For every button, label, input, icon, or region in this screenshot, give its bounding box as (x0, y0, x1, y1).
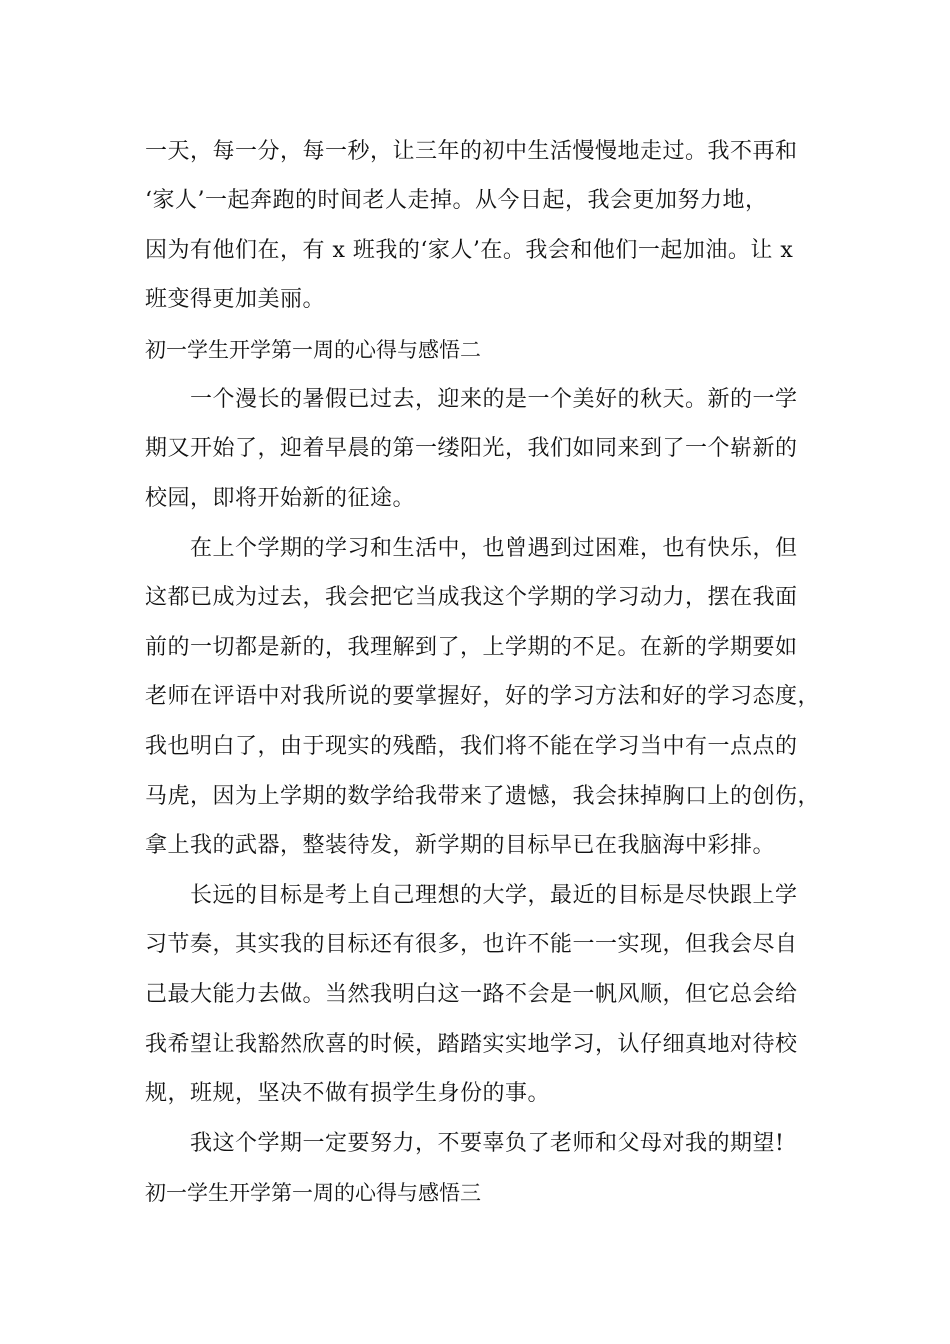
body-text-line: ‘家人’一起奔跑的时间老人走掉。从今日起，我会更加努力地， (145, 188, 768, 213)
body-text-line: 前的一切都是新的，我理解到了，上学期的不足。在新的学期要如 (145, 635, 798, 660)
body-text-line: 一天，每一分，每一秒，让三年的初中生活慢慢地走过。我不再和 (145, 139, 798, 164)
body-text-line: 期又开始了，迎着早晨的第一缕阳光，我们如同来到了一个崭新的 (145, 436, 798, 461)
body-text-line: 习节奏，其实我的目标还有很多，也许不能一一实现，但我会尽自 (145, 932, 798, 957)
body-text-line: 这都已成为过去，我会把它当成我这个学期的学习动力，摆在我面 (145, 585, 798, 610)
section-heading: 初一学生开学第一周的心得与感悟三 (145, 1181, 481, 1205)
body-text-line: 因为有他们在，有 x 班我的‘家人’在。我会和他们一起加油。让 x (145, 238, 794, 263)
body-text-line: 拿上我的武器，整装待发，新学期的目标早已在我脑海中彩排。 (145, 833, 776, 858)
section-heading: 初一学生开学第一周的心得与感悟二 (145, 338, 481, 362)
body-text-line: 我希望让我豁然欣喜的时候，踏踏实实地学习，认仔细真地对待校 (145, 1032, 798, 1057)
body-text-line: 班变得更加美丽。 (145, 287, 326, 312)
body-text-line: 马虎，因为上学期的数学给我带来了遗憾，我会抹掉胸口上的创伤， (145, 784, 821, 809)
body-text-line: 校园，即将开始新的征途。 (145, 486, 416, 511)
body-text-line: 在上个学期的学习和生活中，也曾遇到过困难，也有快乐，但 (190, 536, 798, 561)
body-text-line: 老师在评语中对我所说的要掌握好，好的学习方法和好的学习态度， (145, 684, 821, 709)
body-text-line: 长远的目标是考上自己理想的大学，最近的目标是尽快跟上学 (190, 883, 798, 908)
body-text-line: 我这个学期一定要努力，不要辜负了老师和父母对我的期望! (190, 1131, 785, 1156)
body-text-line: 我也明白了，由于现实的残酷，我们将不能在学习当中有一点点的 (145, 734, 798, 759)
body-text-line: 规，班规，坚决不做有损学生身份的事。 (145, 1081, 551, 1106)
body-text-line: 一个漫长的暑假已过去，迎来的是一个美好的秋天。新的一学 (190, 387, 798, 412)
body-text-line: 己最大能力去做。当然我明白这一路不会是一帆风顺，但它总会给 (145, 982, 798, 1007)
